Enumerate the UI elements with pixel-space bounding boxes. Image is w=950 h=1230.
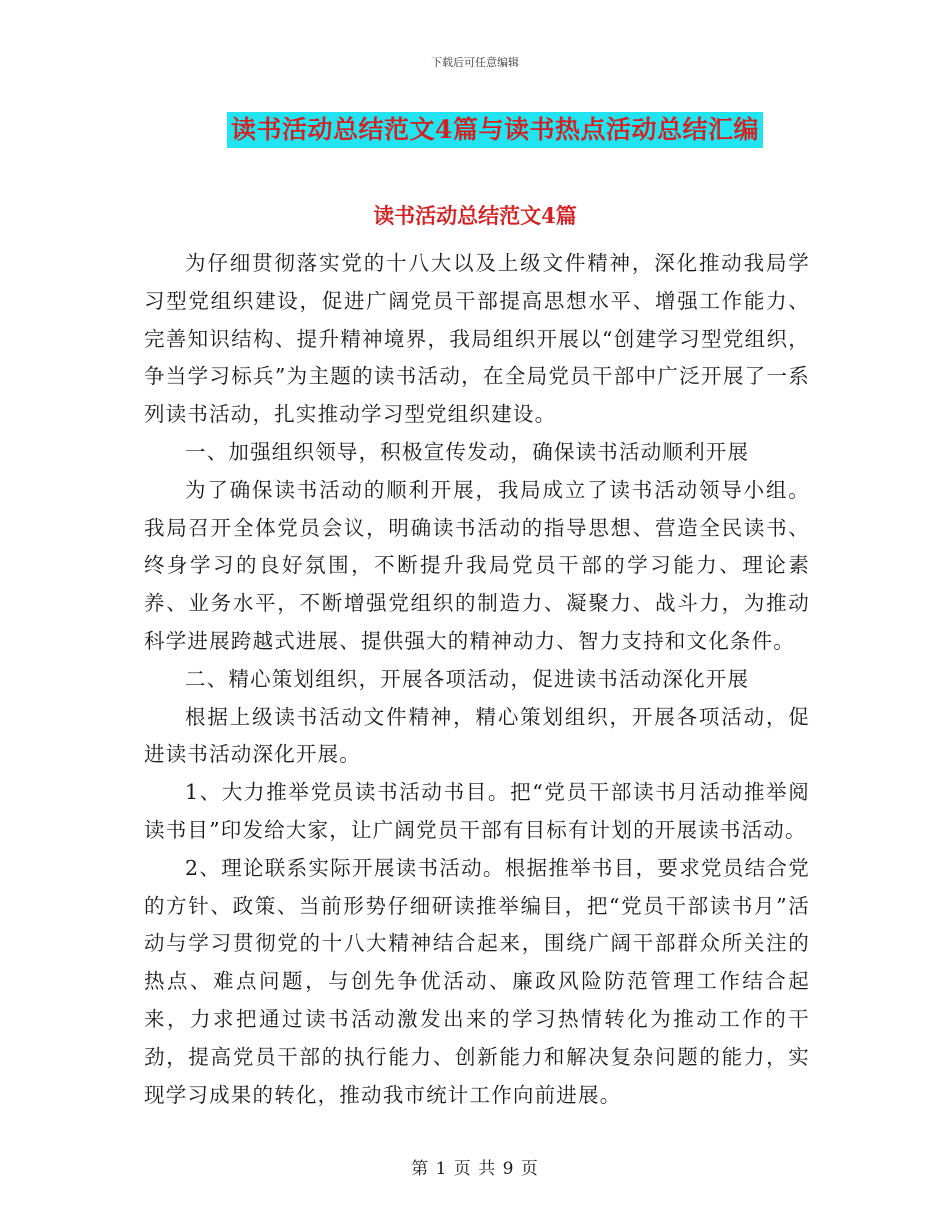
header-note: 下载后可任意编辑 [431, 56, 519, 69]
main-title: 读书活动总结范文4篇与读书热点活动总结汇编 [227, 112, 763, 148]
main-title-container [0, 112, 950, 148]
document-body [144, 245, 810, 1114]
sub-title: 读书活动总结范文4篇 [373, 203, 577, 228]
page-number-footer: 第 1 页 共 9 页 [411, 1159, 539, 1179]
paragraph-1: 为了确保读书活动的顺利开展，我局成立了读书活动领导小组。我局召开全体党员会议，明确读书活动的指导思想、营造全民读书、终身学习的良好氛围，不断提升我局党员干部的学习能力、理论素养、业务水平，不断增强党组织的制造力、凝聚力、战斗力，为推动科学进展跨越式进展、提供强大的精神动力、智力支持和文化条件。 [144, 477, 810, 653]
list-item-2: 2、理论联系实际开展读书活动。根据推举书目，要求党员结合党的方针、政策、当前形势仔细研读推举编目，把“党员干部读书月”活动与学习贯彻党的十八大精神结合起来，围绕广阔干部群众所关注的热点、难点问题，与创先争优活动、廉政风险防范管理工作结合起来，力求把通过读书活动激发出来的学习热情转化为推动工作的干劲，提高党员干部的执行能力、创新能力和解决复杂问题的能力，实现学习成果的转化，推动我市统计工作向前进展。 [144, 855, 810, 1107]
paragraph-2: 根据上级读书活动文件精神，精心策划组织，开展各项活动，促进读书活动深化开展。 [144, 704, 810, 767]
list-item-1: 1、大力推举党员读书活动书目。把“党员干部读书月活动推举阅读书目”印发给大家，让广阔党员干部有目标有计划的开展读书活动。 [144, 780, 810, 842]
paragraph-intro: 为仔细贯彻落实党的十八大以及上级文件精神，深化推动我局学习型党组织建设，促进广阔党员干部提高思想水平、增强工作能力、完善知识结构、提升精神境界，我局组织开展以“创建学习型党组织，争当学习标兵”为主题的读书活动，在全局党员干部中广泛开展了一系列读书活动，扎实推动学习型党组织建设。 [144, 251, 810, 427]
section-heading-1: 一、加强组织领导，积极宣传发动，确保读书活动顺利开展 [185, 439, 750, 464]
section-heading-2: 二、精心策划组织，开展各项活动，促进读书活动深化开展 [185, 666, 750, 691]
